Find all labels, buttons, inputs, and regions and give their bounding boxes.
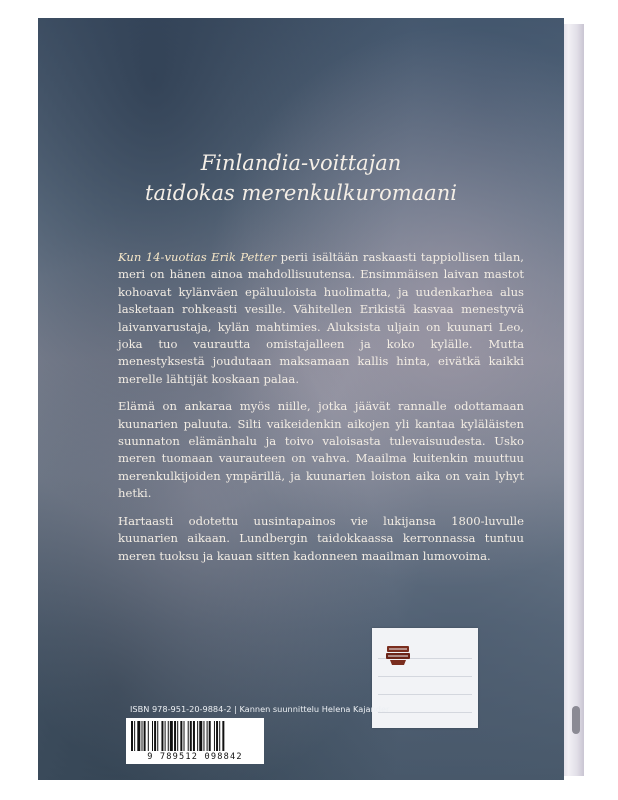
barcode-bar — [199, 721, 202, 751]
sticker-line — [378, 694, 472, 695]
isbn-credit-line: ISBN 978-951-20-9884-2 | Kannen suunnittelu Helena Kajander — [130, 704, 390, 714]
barcode-bar — [219, 721, 220, 751]
blurb-paragraph-3: Hartaasti odotettu uusintapainos vie lukijansa 1800-luvulle kuunarien aikaan. Lundbergin taidokkaassa kerronnassa tuntuu meren tuoksu ja kauan sitten kadonneen maailman lumovoima. — [118, 513, 524, 563]
barcode-bar — [142, 721, 143, 751]
blurb-paragraph-1 — [118, 249, 524, 388]
barcode-bar — [209, 721, 211, 751]
barcode-bar — [154, 721, 156, 751]
barcode-bar — [222, 721, 224, 751]
barcode-bar — [177, 721, 178, 751]
barcode-bar — [203, 721, 204, 751]
blurb-text — [118, 249, 524, 575]
barcode-bar — [168, 721, 169, 751]
barcode-bar — [193, 721, 195, 751]
headline-line-1: Finlandia-voittajan — [200, 151, 402, 175]
isbn-barcode — [126, 718, 264, 764]
headline-line-2: taidokas merenkulkuromaani — [145, 181, 457, 205]
barcode-bar — [174, 721, 176, 751]
barcode-bar — [197, 721, 198, 751]
sticker-line — [378, 676, 472, 677]
barcode-bar — [165, 721, 166, 751]
barcode-bars — [131, 721, 259, 751]
blurb-lead: Kun 14-vuotias Erik Petter — [118, 250, 277, 264]
barcode-bar — [207, 721, 208, 751]
barcode-bar — [188, 721, 189, 751]
book-stack-icon — [384, 640, 412, 668]
barcode-bar — [134, 721, 135, 751]
sticker-line — [378, 712, 472, 713]
spine-mark — [572, 706, 580, 734]
barcode-bar — [161, 721, 163, 751]
barcode-bar — [131, 721, 133, 751]
barcode-bar — [216, 721, 218, 751]
barcode-bar — [144, 721, 146, 751]
barcode-bar — [148, 721, 149, 751]
barcode-bar — [190, 721, 192, 751]
cover-headline — [38, 148, 564, 208]
barcode-bar — [180, 721, 182, 751]
barcode-bar — [137, 721, 140, 751]
blurb-paragraph-2: Elämä on ankaraa myös niille, jotka jäävät rannalle odottamaan kuunarien paluuta. Silti vaikeidenkin aikojen yli kantaa kyläläisten suunnaton elämänhalu ja toivo valoisasta tulevaisuudesta. Usko meren tuomaan vaurauteen on vahva. Maailma kuitenkin muuttuu merenkulkijoiden ympärillä, ja kuunarien loiston aika on vain lyhyt hetki. — [118, 399, 524, 501]
barcode-bar — [152, 721, 153, 751]
barcode-digits: 9 789512 098842 — [147, 752, 243, 762]
blurb-paragraph-1-rest: perii isältään raskaasti tappiollisen tilan, meri on hänen ainoa mahdollisuutensa. Ensimmäisen laivan mastot kohoavat kylänväen epäluuloista huolimatta, ja uudenkarhea alus lasketaan rohkeasti vesille. Vähitellen Erikistä kasvaa menestyvä laivanvarustaja, kylän mahtimies. Aluksista uljain on kuunari Leo, joka tuo vaurautta omistajalleen ja koko kylälle. Mutta menestyksestä joudutaan maksamaan kallis hinta, eivätkä kaikki merelle lähtijät koskaan palaa. — [118, 250, 524, 386]
barcode-bar — [214, 721, 215, 751]
barcode-bar — [184, 721, 185, 751]
back-cover — [38, 18, 564, 780]
barcode-bar — [170, 721, 173, 751]
barcode-bar — [157, 721, 158, 751]
